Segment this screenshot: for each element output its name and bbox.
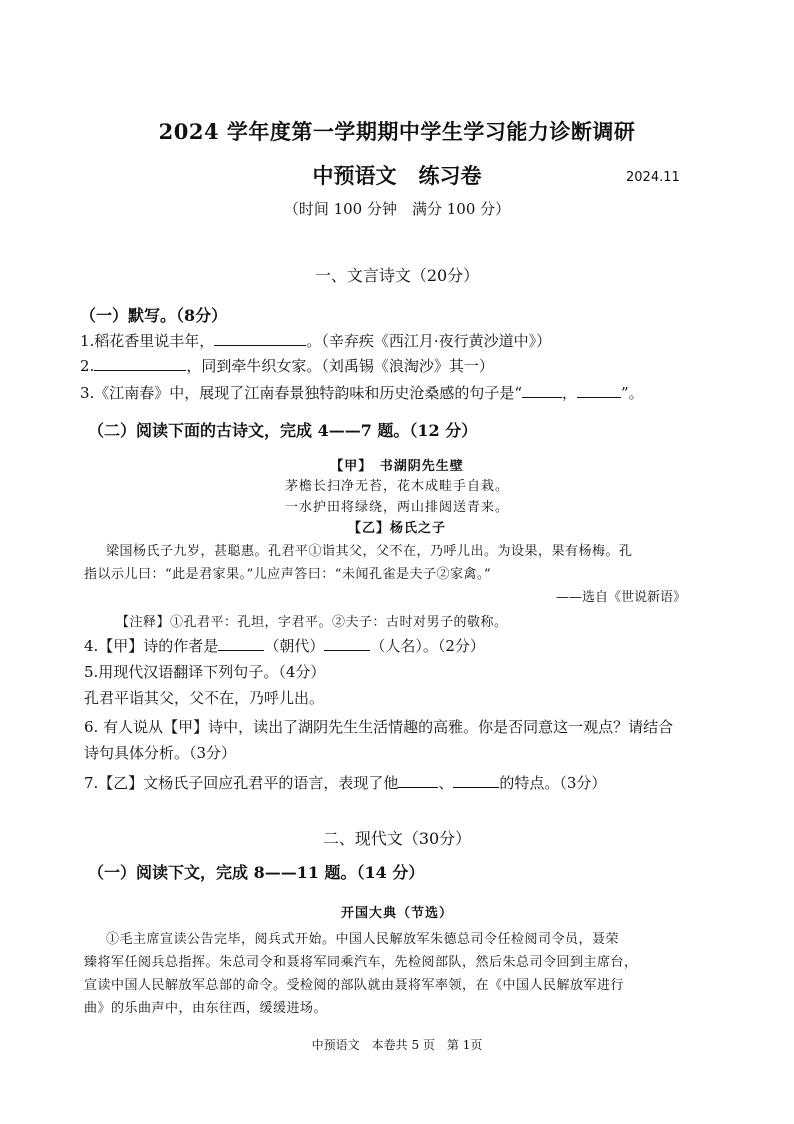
annotation: 【注释】①孔君平：孔坦，字君平。②夫子：古时对男子的敬称。 bbox=[116, 615, 508, 630]
article-para-line-1: ①毛主席宣读公告完毕，阅兵式开始。中国人民解放军朱德总司令任检阅司令员，聂荣 bbox=[106, 932, 620, 947]
q4-blank-2 bbox=[324, 650, 370, 651]
q7-blank-2 bbox=[453, 787, 499, 788]
q2-blank bbox=[94, 370, 186, 371]
q7-sep: 、 bbox=[438, 774, 454, 792]
poem-a-title: 【甲】 书湖阴先生壁 bbox=[330, 459, 464, 474]
page-footer: 中预语文 本卷共 5 页 第 1页 bbox=[311, 1038, 483, 1052]
q7-text: 7.【乙】文杨氏子回应孔君平的语言，表现了他 bbox=[84, 774, 399, 792]
question-7 bbox=[84, 772, 606, 793]
q4-blank-1 bbox=[218, 650, 264, 651]
q1-text: 1.稻花香里说丰年， bbox=[80, 332, 215, 350]
q3-comma: ， bbox=[561, 384, 577, 402]
q2-text: ，同到牵牛织女家。（刘禹锡《浪淘沙》其一） bbox=[186, 357, 494, 375]
section2-heading: 二、现代文（30分） bbox=[322, 829, 472, 848]
exam-date: 2024.11 bbox=[626, 170, 680, 185]
prose-line-2: 指以示儿曰：“此是君家果。”儿应声答曰：“未闻孔雀是夫子②家禽。” bbox=[84, 567, 492, 582]
section1-heading: 一、文言诗文（20分） bbox=[314, 266, 480, 285]
q3-blank-1 bbox=[522, 397, 562, 398]
q4-name: （人名）。（2分） bbox=[370, 637, 485, 655]
q7-end: 的特点。（3分） bbox=[499, 774, 607, 792]
exam-note: （时间 100 分钟 满分 100 分） bbox=[283, 200, 511, 218]
article-para-line-3: 宣读中国人民解放军总部的命令。受检阅的部队就由聂将军率领，在《中国人民解放军进行 bbox=[84, 978, 625, 993]
subtitle-subject: 中预语文 bbox=[312, 163, 397, 188]
q1-blank bbox=[214, 345, 306, 346]
poem-b-title: 【乙】杨氏之子 bbox=[347, 521, 446, 536]
q4-text: 4.【甲】诗的作者是 bbox=[84, 637, 219, 655]
poem-a-line-1: 茅檐长扫净无苔，花木成畦手自栽。 bbox=[284, 479, 509, 494]
question-5: 5.用现代汉语翻译下列句子。（4分） bbox=[84, 663, 326, 681]
question-6-line-2: 诗句具体分析。（3分） bbox=[84, 744, 237, 762]
part1-heading: （一）默写。（8分） bbox=[80, 306, 228, 325]
article-title: 开国大典（节选） bbox=[340, 906, 453, 921]
article-para-line-2: 臻将军任阅兵总指挥。朱总司令和聂将军同乘汽车，先检阅部队，然后朱总司令回到主席台， bbox=[84, 955, 638, 970]
question-5-sentence: 孔君平诣其父，父不在，乃呼儿出。 bbox=[84, 689, 325, 707]
part2-heading: （二）阅读下面的古诗文，完成 4——7 题。（12 分） bbox=[88, 421, 478, 440]
exam-title: 2024 学年度第一学期期中学生学习能力诊断调研 bbox=[158, 119, 636, 144]
q3-blank-2 bbox=[577, 397, 621, 398]
question-6-line-1: 6. 有人说从【甲】诗中，读出了湖阴先生生活情趣的高雅。你是否同意这一观点？请结合 bbox=[84, 718, 674, 736]
prose-line-1: 梁国杨氏子九岁，甚聪惠。孔君平①诣其父，父不在，乃呼儿出。为设果，果有杨梅。孔 bbox=[106, 544, 633, 559]
question-3 bbox=[80, 382, 644, 403]
q2-number: 2. bbox=[80, 357, 95, 375]
article-para-line-4: 曲》的乐曲声中，由东往西，缓缓进场。 bbox=[84, 1001, 328, 1016]
subtitle-type: 练习卷 bbox=[418, 163, 482, 188]
question-4 bbox=[84, 635, 485, 656]
q7-blank-1 bbox=[398, 787, 438, 788]
q1-source: 。（辛弃疾《西江月·夜行黄沙道中》） bbox=[306, 332, 552, 350]
q3-text: 3.《江南春》中，展现了江南春景独特韵味和历史沧桑感的句子是“ bbox=[80, 384, 522, 402]
question-2 bbox=[80, 355, 494, 376]
poem-a-line-2: 一水护田将绿绕，两山排闼送青来。 bbox=[284, 500, 509, 515]
q3-end: ”。 bbox=[621, 384, 644, 402]
section2-part1-heading: （一）阅读下文，完成 8——11 题。（14 分） bbox=[88, 863, 425, 882]
prose-source: ——选自《世说新语》 bbox=[555, 590, 686, 605]
question-1 bbox=[80, 330, 551, 351]
q4-dynasty: （朝代） bbox=[264, 637, 325, 655]
